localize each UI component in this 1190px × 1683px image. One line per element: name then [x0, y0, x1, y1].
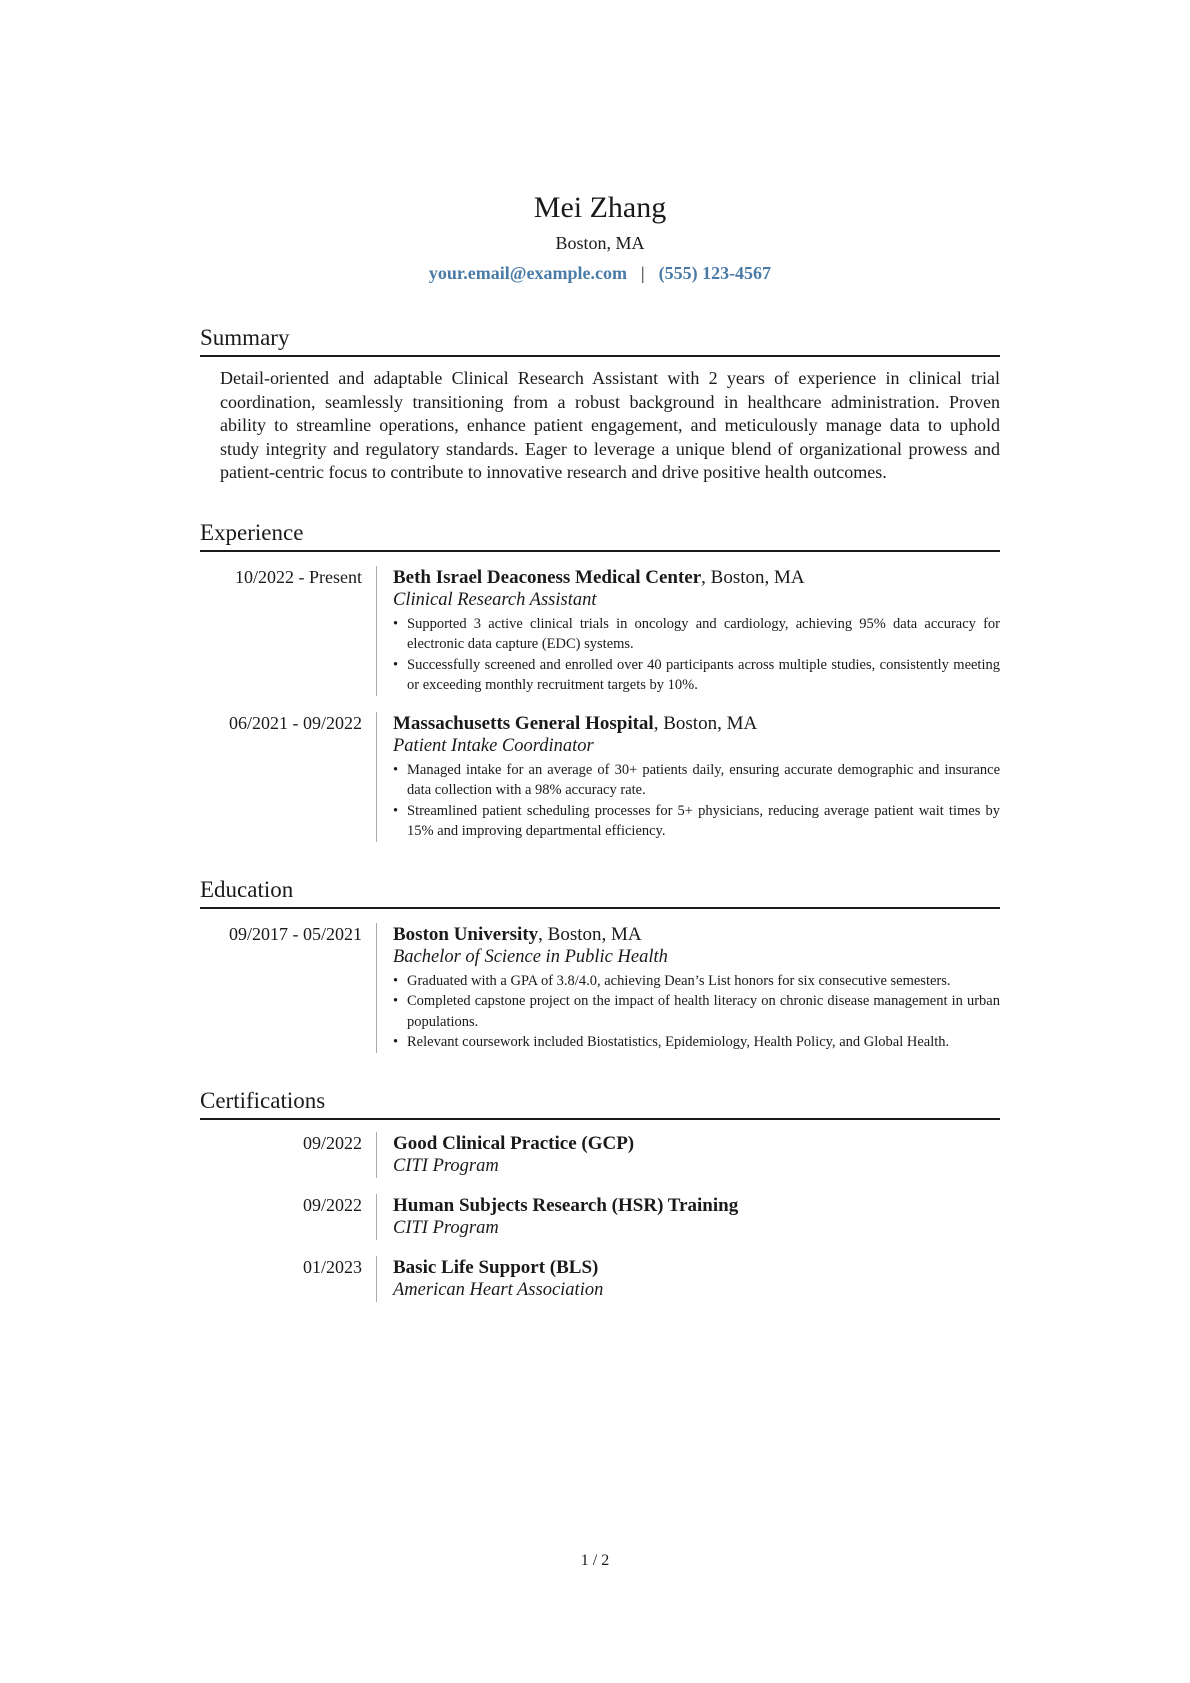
candidate-location: Boston, MA [555, 233, 645, 253]
certifications-heading: Certifications [200, 1087, 1000, 1120]
organization-location: , Boston, MA [653, 712, 758, 734]
bullet-item: • Supported 3 active clinical trials in oncology and cardiology, achieving 95% data accuracy for electronic data capture (EDC) systems. [393, 614, 1000, 655]
bullet-list [393, 760, 1000, 842]
experience-heading: Experience [200, 519, 1000, 552]
resume-header [200, 190, 1000, 286]
experience-section [200, 519, 1000, 842]
bullet-item: • Graduated with a GPA of 3.8/4.0, achieving Dean’s List honors for six consecutive semesters. [393, 971, 1000, 992]
entry-title [393, 712, 1000, 735]
bullet-item: • Relevant coursework included Biostatistics, Epidemiology, Health Policy, and Global Health. [393, 1032, 1000, 1053]
certification-entry [200, 1194, 1000, 1240]
summary-section [200, 324, 1000, 485]
entry-date: 09/2022 [302, 1132, 362, 1153]
phone-link[interactable]: (555) 123-4567 [658, 263, 772, 283]
organization-name: Beth Israel Deaconess Medical Center [393, 566, 702, 588]
education-heading: Education [200, 876, 1000, 909]
bullet-list [393, 971, 1000, 1053]
entry-date: 09/2022 [302, 1194, 362, 1215]
email-link[interactable]: your.email@example.com [428, 263, 627, 283]
entry-body [376, 1132, 1000, 1178]
bullet-item: • Completed capstone project on the impact of health literacy on chronic disease management in urban populations. [393, 991, 1000, 1032]
entry-body [376, 923, 1000, 1053]
certification-issuer: CITI Program [393, 1217, 499, 1238]
organization-location: , Boston, MA [701, 566, 805, 588]
certification-entry [200, 1256, 1000, 1302]
entry-body [376, 712, 1000, 842]
education-entry [200, 923, 1000, 1053]
experience-entry [200, 566, 1000, 696]
job-title: Patient Intake Coordinator [393, 735, 594, 756]
contact-separator: | [640, 263, 645, 283]
contact-line [200, 260, 1000, 286]
certification-entry [200, 1132, 1000, 1178]
summary-text: Detail-oriented and adaptable Clinical Research Assistant with 2 years of experience in clinical trial coordination, seamlessly transitioning from a robust background in healthcare administration. Proven ability to streamline operations, enhance patient engagement, and meticulously manage data to uphold study integrity and regulatory standards. Eager to leverage a unique blend of organizational prowess and patient-centric focus to contribute to innovative research and drive positive health outcomes. [220, 368, 1000, 482]
resume-page [200, 190, 1000, 1336]
organization-name: Massachusetts General Hospital [393, 712, 654, 734]
entry-date: 06/2021 - 09/2022 [229, 712, 362, 733]
entry-date: 01/2023 [302, 1256, 362, 1277]
certification-name: Basic Life Support (BLS) [393, 1256, 599, 1278]
institution-name: Boston University [393, 923, 539, 945]
certification-issuer: American Heart Association [393, 1279, 604, 1300]
entry-body [376, 566, 1000, 696]
bullet-item: • Streamlined patient scheduling processes for 5+ physicians, reducing average patient wait times by 15% and improving departmental efficiency. [393, 801, 1000, 842]
candidate-name: Mei Zhang [533, 191, 667, 224]
entry-date: 09/2017 - 05/2021 [229, 923, 362, 944]
entry-date: 10/2022 - Present [235, 566, 362, 587]
education-section [200, 876, 1000, 1053]
certifications-section [200, 1087, 1000, 1302]
bullet-item: • Managed intake for an average of 30+ patients daily, ensuring accurate demographic and insurance data collection with a 98% accuracy rate. [393, 760, 1000, 801]
summary-heading: Summary [200, 324, 1000, 357]
certification-issuer: CITI Program [393, 1155, 499, 1176]
entry-title [393, 923, 1000, 946]
bullet-item: • Successfully screened and enrolled over 40 participants across multiple studies, consistently meeting or exceeding monthly recruitment targets by 10%. [393, 655, 1000, 696]
job-title: Clinical Research Assistant [393, 589, 597, 610]
entry-body [376, 1194, 1000, 1240]
experience-entry [200, 712, 1000, 842]
institution-location: , Boston, MA [538, 923, 642, 945]
certification-name: Human Subjects Research (HSR) Training [393, 1194, 739, 1216]
bullet-list [393, 614, 1000, 696]
entry-body [376, 1256, 1000, 1302]
entry-title [393, 566, 1000, 589]
degree-title: Bachelor of Science in Public Health [393, 946, 668, 967]
certification-name: Good Clinical Practice (GCP) [393, 1132, 635, 1154]
page-number: 1 / 2 [580, 1552, 610, 1569]
